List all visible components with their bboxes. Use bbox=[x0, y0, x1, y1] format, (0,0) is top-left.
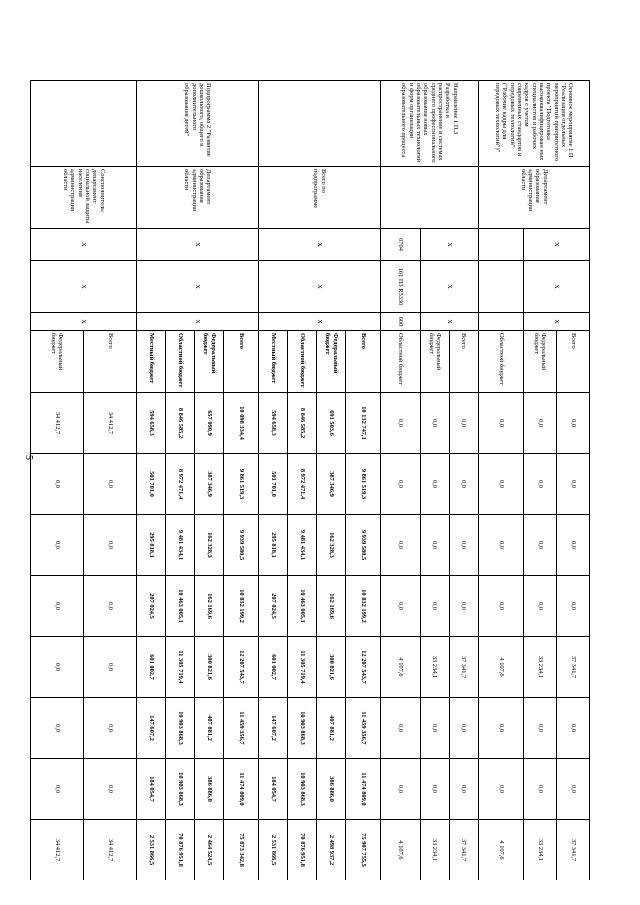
table-cell: 0,0 bbox=[449, 515, 478, 576]
table-cell: X bbox=[523, 261, 589, 313]
table-cell: 0,0 bbox=[449, 698, 478, 759]
table-cell: 11 305 719,4 bbox=[166, 637, 195, 698]
table-cell: 207 024,5 bbox=[137, 576, 166, 637]
table-cell: 0,0 bbox=[556, 454, 589, 515]
table-cell: 0,0 bbox=[420, 515, 449, 576]
table-cell: 37 341,7 bbox=[556, 637, 589, 698]
table-cell: 0,0 bbox=[556, 393, 589, 454]
table-cell: 34 412,7 bbox=[84, 820, 137, 881]
table-cell: 2 464 524,5 bbox=[195, 820, 224, 881]
table-cell: 8 846 585,2 bbox=[288, 393, 317, 454]
table-cell: 691 503,6 bbox=[317, 393, 346, 454]
table-cell: 0,0 bbox=[380, 576, 420, 637]
table-cell: Областной бюджет bbox=[166, 331, 195, 393]
table-cell: 9 939 580,5 bbox=[224, 515, 258, 576]
table-cell: Федеральный бюджет bbox=[195, 331, 224, 393]
table-cell: Соисполнитель: департамент социальной защиты населения администрации области bbox=[31, 167, 137, 229]
table-cell: 184 054,7 bbox=[258, 759, 287, 820]
table-cell: 0,0 bbox=[380, 759, 420, 820]
table-cell: 0,0 bbox=[31, 698, 84, 759]
table-cell: 11 459 356,7 bbox=[346, 698, 380, 759]
table-cell: 0,0 bbox=[523, 698, 556, 759]
table-cell: Областной бюджет bbox=[478, 331, 523, 393]
table-cell: 11 459 356,7 bbox=[224, 698, 258, 759]
table-cell: 0,0 bbox=[420, 576, 449, 637]
table-cell: X bbox=[420, 313, 478, 331]
table-cell: 9 481 434,1 bbox=[166, 515, 195, 576]
table-cell: Направление 1.П.3 Разработка и распространение в системах среднего профессионального образования новых образовательных технологий и форм организации образовательного процесса bbox=[380, 81, 478, 167]
table-cell: 0,0 bbox=[380, 454, 420, 515]
table-cell: 184 054,7 bbox=[137, 759, 166, 820]
table-cell: Всего bbox=[556, 331, 589, 393]
table-cell: 162 328,3 bbox=[195, 515, 224, 576]
table-cell: 594 658,3 bbox=[258, 393, 287, 454]
table-cell: 0,0 bbox=[478, 515, 523, 576]
table-cell: 0,0 bbox=[449, 454, 478, 515]
table-cell: 8 972 471,4 bbox=[166, 454, 195, 515]
table-cell: 387 346,9 bbox=[317, 454, 346, 515]
table-cell: 0,0 bbox=[449, 759, 478, 820]
table-cell: Федеральный бюджет bbox=[31, 331, 84, 393]
table-cell: 162 169,6 bbox=[195, 576, 224, 637]
table-cell: 0,0 bbox=[31, 576, 84, 637]
table-cell: X bbox=[31, 261, 137, 313]
table-cell: X bbox=[31, 229, 137, 261]
table-cell: 10 463 005,1 bbox=[288, 576, 317, 637]
table-cell: 161 П3 R3330 bbox=[380, 261, 420, 313]
table-cell: X bbox=[258, 313, 380, 331]
table-cell: 0,0 bbox=[84, 698, 137, 759]
table-cell: Областной бюджет bbox=[380, 331, 420, 393]
table-cell: X bbox=[137, 313, 259, 331]
table-cell: 33 234,1 bbox=[420, 820, 449, 881]
table-cell: 0,0 bbox=[478, 698, 523, 759]
table-cell: 0,0 bbox=[420, 393, 449, 454]
table-row bbox=[346, 81, 380, 881]
table-cell: 10 903 868,3 bbox=[288, 698, 317, 759]
table-cell: 0,0 bbox=[449, 393, 478, 454]
table-cell: 147 607,2 bbox=[137, 698, 166, 759]
table-cell: Всего bbox=[449, 331, 478, 393]
table-cell: 75 907 755,5 bbox=[346, 820, 380, 881]
table-cell: 33 234,1 bbox=[523, 820, 556, 881]
table-cell bbox=[478, 229, 523, 261]
table-cell: 501 701,0 bbox=[258, 454, 287, 515]
table-cell: 10 832 199,2 bbox=[346, 576, 380, 637]
table-cell: 600 bbox=[380, 313, 420, 331]
table-cell: 33 234,1 bbox=[420, 637, 449, 698]
table-cell: 0,0 bbox=[478, 454, 523, 515]
table-cell: 387 346,9 bbox=[195, 454, 224, 515]
table-row bbox=[224, 81, 258, 881]
table-cell: 8 972 471,4 bbox=[288, 454, 317, 515]
table-cell: 162 328,3 bbox=[317, 515, 346, 576]
table-cell: 407 881,2 bbox=[317, 698, 346, 759]
table-cell: Федеральный бюджет bbox=[420, 331, 449, 393]
table-cell: 70 876 951,8 bbox=[288, 820, 317, 881]
table-row bbox=[84, 81, 137, 881]
table-cell: 4 107,6 bbox=[380, 637, 420, 698]
table-cell: 0,0 bbox=[31, 637, 84, 698]
table-cell: 0,0 bbox=[556, 759, 589, 820]
table-cell: 10 832 199,2 bbox=[224, 576, 258, 637]
table-cell: 37 341,7 bbox=[449, 820, 478, 881]
table-cell: 0704 bbox=[380, 229, 420, 261]
table-cell: 11 474 809,0 bbox=[346, 759, 380, 820]
table-cell: X bbox=[420, 261, 478, 313]
table-cell: 0,0 bbox=[380, 393, 420, 454]
table-cell: 8 846 585,2 bbox=[166, 393, 195, 454]
table-cell: 10 903 868,3 bbox=[166, 759, 195, 820]
table-cell: 594 658,3 bbox=[137, 393, 166, 454]
table-cell: Всего bbox=[224, 331, 258, 393]
table-cell: 2 498 937,2 bbox=[317, 820, 346, 881]
table-cell: 0,0 bbox=[420, 698, 449, 759]
table-cell: 4 107,6 bbox=[478, 637, 523, 698]
table-cell: 601 002,7 bbox=[258, 637, 287, 698]
table-cell: 37 341,7 bbox=[556, 820, 589, 881]
table-cell: 601 002,7 bbox=[137, 637, 166, 698]
table-cell: Областной бюджет bbox=[288, 331, 317, 393]
table-cell: 407 881,2 bbox=[195, 698, 224, 759]
table-cell: 0,0 bbox=[556, 576, 589, 637]
page-number: 5 bbox=[23, 455, 34, 460]
table-cell: Всего bbox=[84, 331, 137, 393]
table-cell: 0,0 bbox=[420, 759, 449, 820]
table-cell: 4 107,6 bbox=[478, 820, 523, 881]
table-cell bbox=[478, 313, 523, 331]
table-cell: 9 481 434,1 bbox=[288, 515, 317, 576]
table-cell: 70 876 951,8 bbox=[166, 820, 195, 881]
table-cell: 2 531 866,5 bbox=[258, 820, 287, 881]
table-cell: 11 305 719,4 bbox=[288, 637, 317, 698]
table-cell: 501 701,0 bbox=[137, 454, 166, 515]
table-cell: 207 024,5 bbox=[258, 576, 287, 637]
table-cell: 34 412,7 bbox=[84, 393, 137, 454]
table-cell: Всего по подпрограмме bbox=[258, 167, 380, 229]
table-cell: 0,0 bbox=[523, 515, 556, 576]
table-cell: 0,0 bbox=[478, 759, 523, 820]
table-cell: 0,0 bbox=[31, 515, 84, 576]
table-cell: 300 821,6 bbox=[195, 637, 224, 698]
table-cell: 11 474 809,0 bbox=[224, 759, 258, 820]
table-cell: 0,0 bbox=[31, 454, 84, 515]
table-cell: 12 207 543,7 bbox=[224, 637, 258, 698]
table-cell bbox=[380, 167, 478, 229]
table-cell: X bbox=[137, 229, 259, 261]
table-cell: 0,0 bbox=[420, 454, 449, 515]
table-cell: 0,0 bbox=[523, 576, 556, 637]
table-cell: X bbox=[523, 313, 589, 331]
rotated-page bbox=[30, 80, 590, 880]
table-cell: 10 132 747,1 bbox=[346, 393, 380, 454]
table-cell: 386 886,0 bbox=[195, 759, 224, 820]
table-cell: 0,0 bbox=[84, 454, 137, 515]
table-cell: X bbox=[31, 313, 137, 331]
table-cell: 10 463 005,1 bbox=[166, 576, 195, 637]
table-cell: 295 818,1 bbox=[137, 515, 166, 576]
table-cell: 10 903 868,3 bbox=[166, 698, 195, 759]
table-cell: 9 861 519,3 bbox=[346, 454, 380, 515]
table-cell: 0,0 bbox=[523, 393, 556, 454]
table-cell: 0,0 bbox=[478, 393, 523, 454]
table-cell: X bbox=[523, 229, 589, 261]
table-cell: 4 107,6 bbox=[380, 820, 420, 881]
table-cell: 0,0 bbox=[380, 698, 420, 759]
table-cell: Местный бюджет bbox=[137, 331, 166, 393]
budget-table-wrapper bbox=[30, 80, 590, 880]
table-cell bbox=[31, 81, 137, 167]
table-cell bbox=[258, 81, 380, 167]
table-cell: 0,0 bbox=[478, 576, 523, 637]
table-cell: 657 090,9 bbox=[195, 393, 224, 454]
table-cell: Федеральный бюджет bbox=[317, 331, 346, 393]
table-cell: 2 531 866,5 bbox=[137, 820, 166, 881]
table-cell: 9 861 519,3 bbox=[224, 454, 258, 515]
table-cell: X bbox=[258, 229, 380, 261]
table-cell: 34 412,7 bbox=[31, 393, 84, 454]
table-cell: 0,0 bbox=[84, 637, 137, 698]
table-cell: 10 903 868,3 bbox=[288, 759, 317, 820]
table-cell: Основное мероприятие 1.П "Реализация отдельных мероприятий приоритетного проекта "Подготовка высококвалифицирован ных специалистов и рабочих кадров с учетом современных стандартов и передовых технологий" ("Рабочие кадры для передовых технологий")" bbox=[478, 81, 589, 167]
table-cell: 34 412,7 bbox=[31, 820, 84, 881]
table-cell: Департамент образования администрации области bbox=[137, 167, 259, 229]
table-cell: 0,0 bbox=[380, 515, 420, 576]
table-cell: 0,0 bbox=[523, 454, 556, 515]
table-row bbox=[556, 81, 589, 881]
table-row bbox=[449, 81, 478, 881]
table-cell: 10 098 334,4 bbox=[224, 393, 258, 454]
table-cell: 33 234,1 bbox=[523, 637, 556, 698]
table-cell: 0,0 bbox=[31, 759, 84, 820]
table-cell: 295 818,1 bbox=[258, 515, 287, 576]
table-cell: 0,0 bbox=[556, 515, 589, 576]
budget-table bbox=[30, 80, 590, 880]
table-cell: 37 341,7 bbox=[449, 637, 478, 698]
table-cell: 9 939 580,5 bbox=[346, 515, 380, 576]
table-cell: 0,0 bbox=[84, 576, 137, 637]
table-cell: 147 607,2 bbox=[258, 698, 287, 759]
table-cell: 75 873 342,8 bbox=[224, 820, 258, 881]
table-cell: X bbox=[420, 229, 478, 261]
table-cell: X bbox=[258, 261, 380, 313]
table-cell: Федеральный бюджет bbox=[523, 331, 556, 393]
table-cell: Местный бюджет bbox=[258, 331, 287, 393]
table-cell: 0,0 bbox=[84, 515, 137, 576]
table-cell: X bbox=[137, 261, 259, 313]
table-cell: Всего bbox=[346, 331, 380, 393]
table-cell: 300 821,6 bbox=[317, 637, 346, 698]
table-cell: 12 207 543,7 bbox=[346, 637, 380, 698]
table-cell: 0,0 bbox=[556, 698, 589, 759]
table-cell: Подпрограмма 2 "Развитие дошкольного, общего и дополнительного образования детей" bbox=[137, 81, 259, 167]
table-cell: 386 886,0 bbox=[317, 759, 346, 820]
table-cell: Департамент образования администрации области bbox=[478, 167, 589, 229]
table-cell: 0,0 bbox=[449, 576, 478, 637]
table-cell bbox=[478, 261, 523, 313]
table-cell: 162 169,6 bbox=[317, 576, 346, 637]
table-cell: 0,0 bbox=[84, 759, 137, 820]
table-cell: 0,0 bbox=[523, 759, 556, 820]
